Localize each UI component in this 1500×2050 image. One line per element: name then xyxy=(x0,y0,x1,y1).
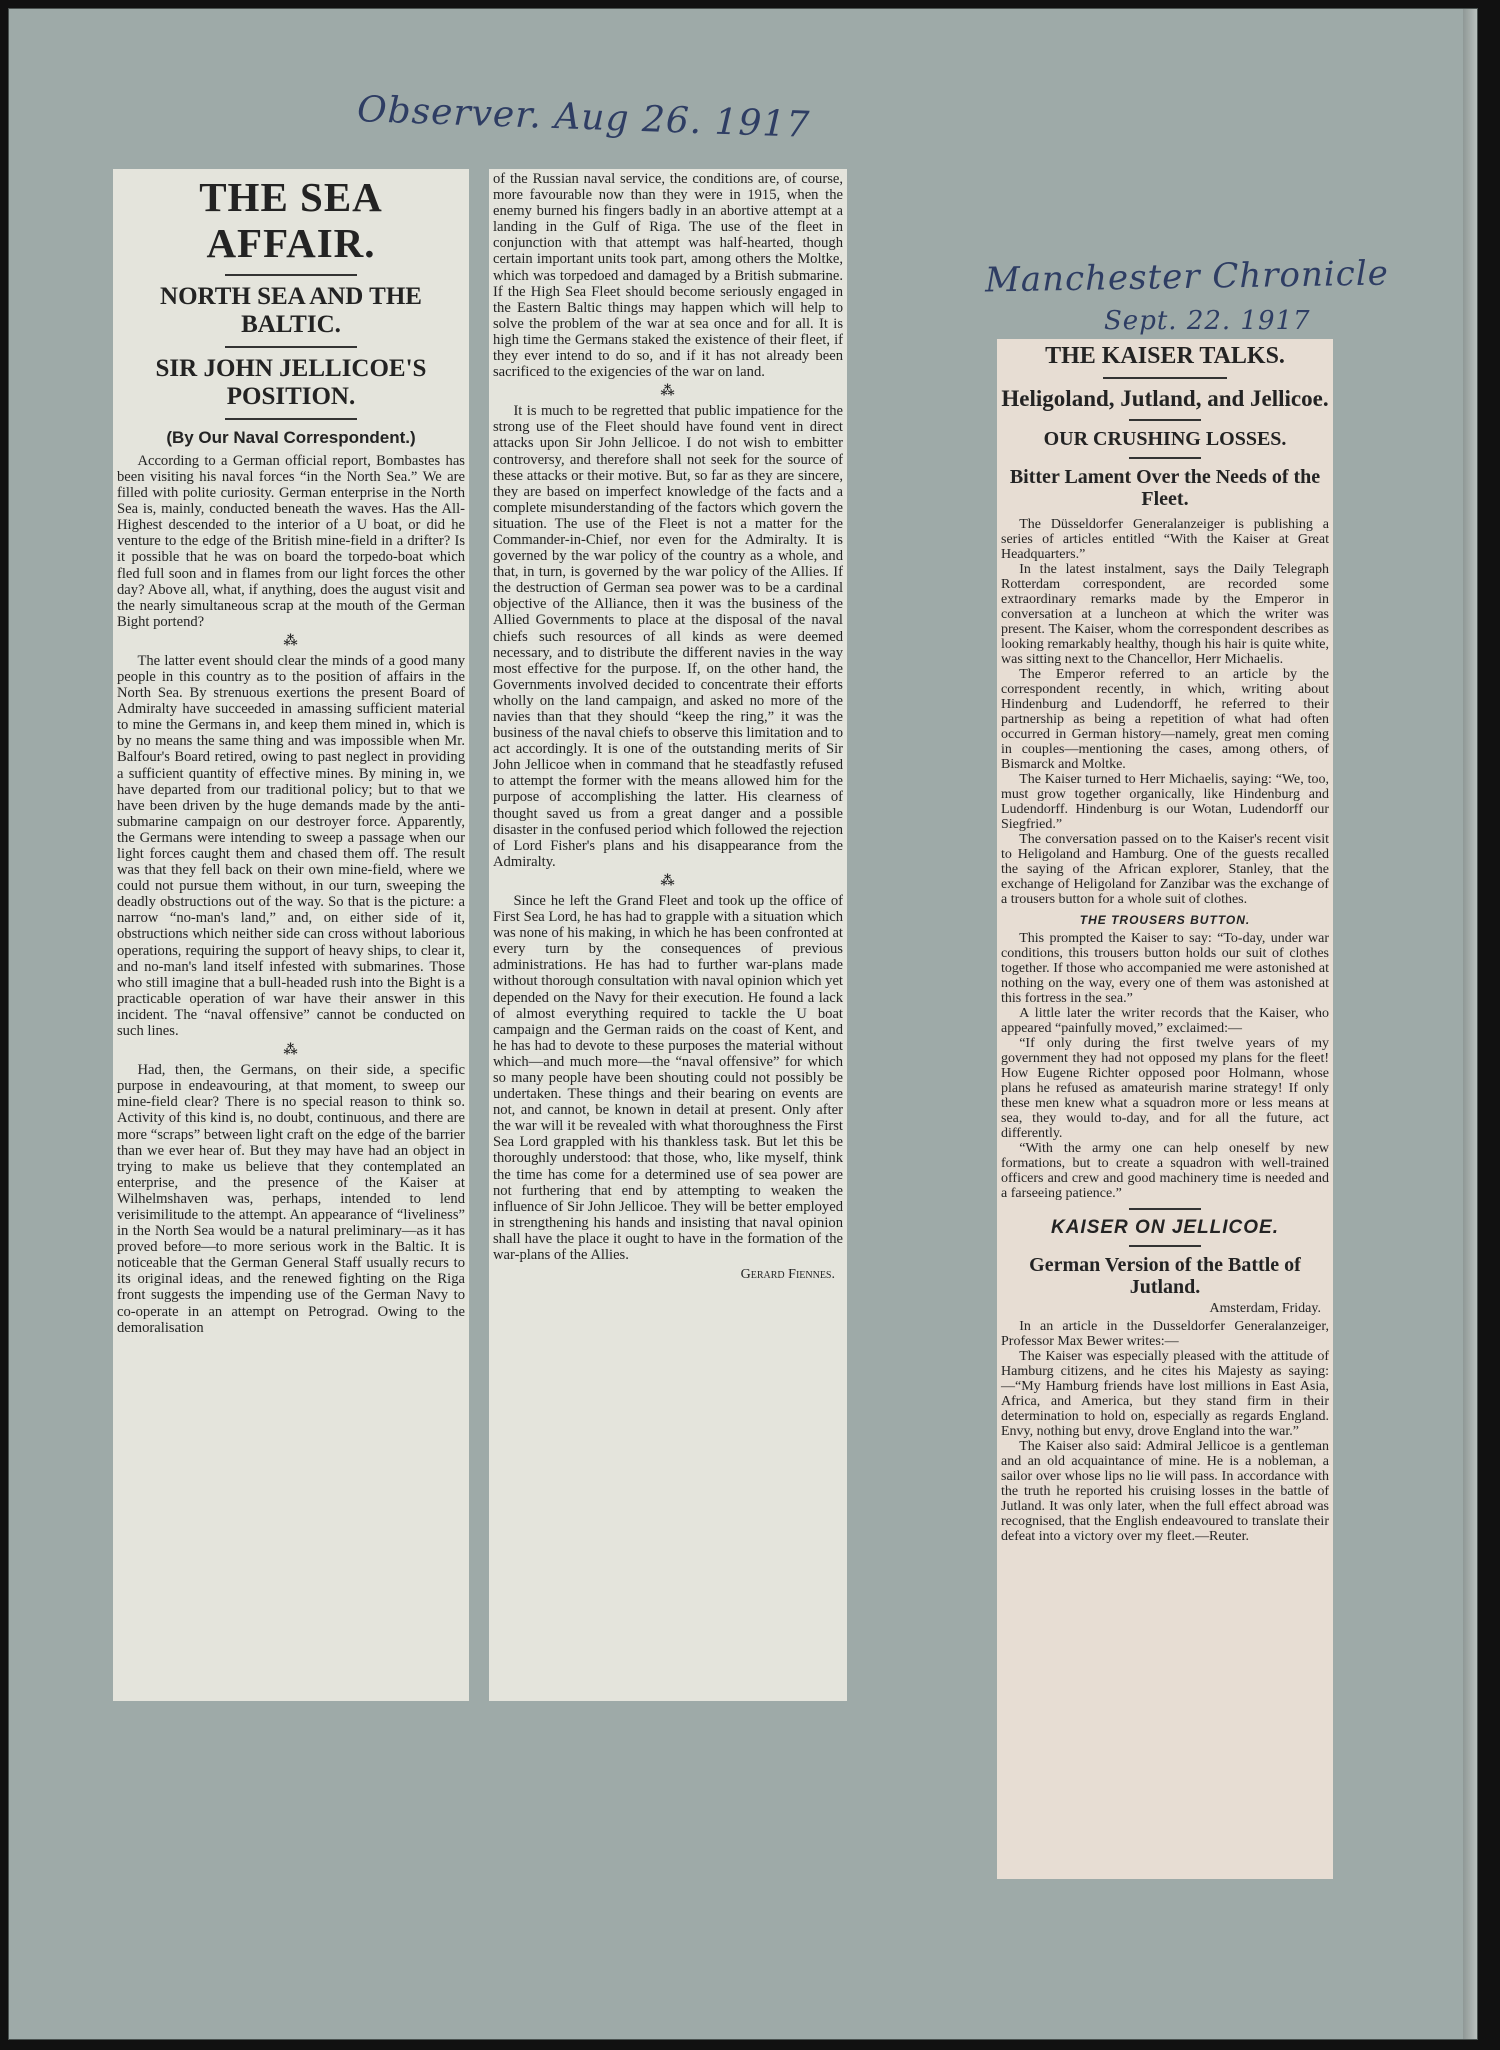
chronicle-subhead-heligoland: Heligoland, Jutland, and Jellicoe. xyxy=(1001,385,1329,411)
chronicle-subhead-losses: OUR CRUSHING LOSSES. xyxy=(1043,427,1287,450)
chronicle-subhead-lament: Bitter Lament Over the Needs of the Fleet. xyxy=(1009,466,1321,511)
divider xyxy=(225,346,357,348)
article-paragraph: The Kaiser turned to Herr Michaelis, saying: “We, too, must grow together organically, like Hindenburg and Ludendorff. Hindenburg is our Wotan, Ludendorff our Siegfried.” xyxy=(1001,771,1329,832)
chronicle-dateline: Amsterdam, Friday. xyxy=(1209,1300,1321,1316)
divider xyxy=(225,274,357,276)
observer-handwritten-note: Observer. Aug 26. 1917 xyxy=(356,89,811,146)
chronicle-subhead-trousers-button: THE TROUSERS BUTTON. xyxy=(1079,912,1251,927)
article-paragraph: “With the army one can help oneself by new formations, but to create a squadron with well-trained officers and crew and good machinery time is needed and a farseeing patience.” xyxy=(1001,1140,1329,1201)
article-paragraph: “If only during the first twelve years of my government they had not opposed my plans for the fleet! How Eugene Richter opposed poor Holmann, whose plans he refused as amateurish marine strategy! If only these men knew what a squadron more or less means at sea, they would to-day, and for all the future, act differently. xyxy=(1001,1035,1329,1141)
observer-clipping-column-1 xyxy=(113,169,469,1701)
chronicle-subhead-jutland: German Version of the Battle of Jutland. xyxy=(1029,1254,1301,1299)
article-paragraph: Since he left the Grand Fleet and took up the office of First Sea Lord, he has had to grapple with a situation which was none of his making, in which he has been confronted at every turn by the consequences of previous administrations. He has had to further war-plans made without thorough consultation with naval opinion which yet depended on the Navy for their execution. He found a lack of almost everything required to tackle the U boat campaign and the German raids on the coast of Kent, and he has had to devote to these purposes the material without which—and much more—the “naval offensive” for which so many people have been shouting could not possibly be undertaken. These things and their bearing on events are not, and cannot, be known in detail at present. Only after the war will it be revealed with what thoroughness the First Sea Lord grappled with his thankless task. But let this be thoroughly understood: that those, who, like myself, think the time has come for a determined use of sea power are not furthering that end by attempting to weaken the influence of Sir John Jellicoe. They will be better employed in strengthening his hands and insisting that naval opinion shall have the place it ought to have in the formation of the war-plans of the Allies. xyxy=(493,892,843,1263)
article-paragraph: The Düsseldorfer Generalanzeiger is publishing a series of articles entitled “With the Kaiser at Great Headquarters.” xyxy=(1001,516,1329,562)
article-paragraph: This prompted the Kaiser to say: “To-day, under war conditions, this trousers button holds our suit of clothes together. If those who accompanied me were astonished at nothing on the way, every one of them was astonished at this fortress in the sea.” xyxy=(1001,930,1329,1006)
article-paragraph: The latter event should clear the minds of a good many people in this country as to the position of affairs in the North Sea. By strenuous exertions the present Board of Admiralty have succeeded in amassing sufficient material to mine the Germans in, and keep them mined in, which is by no means the same thing and was impossible when Mr. Balfour's Board retired, owing to past neglect in providing a sufficient quantity of effective mines. By mining in, we have departed from our traditional policy; but to that we have been driven by the huge demands made by the anti-submarine campaign on our destroyer force. Apparently, the Germans were intending to sweep a passage when our light forces caught them and chased them off. The result was that they fell back on their own mine-field, where we could not pursue them without, in our turn, sweeping the deadly obstructions out of the way. So that is the picture: a narrow “no-man's land,” and, on either side of it, obstructions which neither side can cross without laborious operations, requiring the support of heavy ships, to clear it, and no-man's land itself infested with submarines. Those who still imagine that a bull-headed rush into the Bight is a practicable operation of war have their answer in this incident. The “naval offensive” cannot be conducted on such lines. xyxy=(117,652,465,1040)
divider xyxy=(1129,419,1201,421)
article-paragraph: The Kaiser was especially pleased with the attitude of Hamburg citizens, and he cites his Majesty as saying:—“My Hamburg friends have lost millions in East Asia, Africa, and America, but they stand firm in their determination to hold on, especially as regards England. Envy, nothing but envy, drove England into the war.” xyxy=(1001,1348,1329,1439)
divider xyxy=(1129,1208,1201,1210)
manchester-handwritten-note: Manchester Chronicle xyxy=(984,253,1390,301)
article-paragraph: In the latest instalment, says the Daily Telegraph Rotterdam correspondent, are recorded some extraordinary remarks made by the Emperor in conversation at a luncheon at which the writer was present. The Kaiser, whom the correspondent describes as looking remarkably healthy, though his hair is quite white, was sitting next to the Chancellor, Herr Michaelis. xyxy=(1001,561,1329,667)
divider xyxy=(1103,377,1228,379)
article-paragraph: of the Russian naval service, the conditions are, of course, more favourable now than they were in 1915, when the enemy burned his fingers badly in an abortive attempt at a landing in the Gulf of Riga. The use of the fleet in conjunction with that attempt was half-hearted, though certain important units took part, among others the Moltke, which was torpedoed and damaged by a British submarine. If the High Sea Fleet should become seriously engaged in the Eastern Baltic things may happen which will help to solve the problem of the war at sea once and for all. It is high time the Germans staked the existence of their fleet, if they ever intend to do so, and if it has not already been sacrificed to the exigencies of the war on land. xyxy=(493,171,843,381)
article-paragraph: According to a German official report, Bombastes has been visiting his naval forces “in the North Sea.” We are filled with polite curiosity. German enterprise in the North Sea is, mainly, conducted beneath the waves. Has the All-Highest descended to the interior of a U boat, or did he venture to the edge of the British mine-field in a drifter? Is it possible that he was on board the torpedo-boat which fled full soon and in flames from our light forces the other day? Above all, what, if anything, does the august visit and the nearly simultaneous scrap at the mouth of the German Bight portend? xyxy=(117,452,465,630)
manchester-handwritten-date: Sept. 22. 1917 xyxy=(1104,306,1311,336)
article-paragraph: The Emperor referred to an article by the correspondent recently, in which, writing about Hindenburg and Ludendorff, he referred to their partnership as being a repetition of what had often occurred in German history—namely, great men coming in couples—mentioning the cases, among others, of Bismarck and Moltke. xyxy=(1001,666,1329,772)
section-stars: ⁂ xyxy=(660,384,676,400)
article-paragraph: A little later the writer records that the Kaiser, who appeared “painfully moved,” exclaimed:— xyxy=(1001,1005,1329,1036)
divider xyxy=(225,418,357,420)
observer-byline: (By Our Naval Correspondent.) xyxy=(166,427,416,447)
chronicle-clipping xyxy=(997,339,1333,1879)
article-paragraph: Had, then, the Germans, on their side, a specific purpose in endeavouring, at that moment, to sweep our mine-field clear? There is no special reason to think so. Activity of this kind is, no doubt, continuous, and there are more “scraps” between light craft on the edge of the barrier than we ever hear of. But they may have had an object in trying to make us believe that they contemplated an enterprise, and the presence of the Kaiser at Wilhelmshaven was, perhaps, intended to lend verisimilitude to the attempt. An appearance of “liveliness” in the North Sea would be a natural preliminary—as it has proved before—to more serious work in the Baltic. It is noticeable that the German General Staff usually recurs to its original ideas, and the renewed fighting on the Riga front suggests the impending use of the German Navy to co-operate in an attempt on Petrograd. Owing to the demoralisation xyxy=(117,1062,465,1336)
section-stars: ⁂ xyxy=(283,1043,299,1059)
article-paragraph: The conversation passed on to the Kaiser's recent visit to Heligoland and Hamburg. One of the guests recalled the saying of the African explorer, Stanley, that the exchange of Heligoland for Zanzibar was the exchange of a trousers button for a whole suit of clothes. xyxy=(1001,831,1329,907)
observer-headline: THE SEA AFFAIR. xyxy=(199,174,383,266)
article-signature: Gerard Fiennes. xyxy=(740,1267,835,1283)
article-paragraph: It is much to be regretted that public impatience for the strong use of the Fleet should have found vent in direct attacks upon Sir John Jellicoe. I do not wish to embitter controversy, and therefore shall not seek for the source of these attacks or their motive. But, so far as they are sincere, they are based on imperfect knowledge of the facts and a complete misunderstanding of the factors which govern the situation. The use of the Fleet is not a matter for the Commander-in-Chief, nor even for the Admiralty. It is governed by the war policy of the country as a whole, and that, in turn, is governed by the war policy of the Allies. If the destruction of German sea power was to be a cardinal objective of the Alliance, then it was the business of the Allied Governments to place at the disposal of the naval chiefs such resources of all kinds as were deemed necessary, and to distribute the different navies in the way most effective for the purpose. If, on the other hand, the Governments involved decided to concentrate their efforts wholly on the land campaign, and asked no more of the navies than that they should “keep the ring,” it was the business of the naval chiefs to observe this limitation and to act accordingly. It is one of the outstanding merits of Sir John Jellicoe when in command that he steadfastly refused to attempt the former with the means allowed him for the purpose of accomplishing the latter. His clearness of thought saved us from a great danger and a possible disaster in the confused period which followed the rejection of Lord Fisher's plans and his disappearance from the Admiralty. xyxy=(493,403,843,870)
article-paragraph: The Kaiser also said: Admiral Jellicoe is a gentleman and an old acquaintance of mine. He is a nobleman, a sailor over whose lips no lie will pass. In accordance with the truth he reported his cruising losses in the battle of Jutland. It was only later, when the full effect abroad was recognised, that the English endeavoured to translate their defeat into a victory over my fleet.—Reuter. xyxy=(1001,1438,1329,1544)
section-stars: ⁂ xyxy=(283,633,299,649)
chronicle-headline: THE KAISER TALKS. xyxy=(1045,343,1285,369)
divider xyxy=(1129,457,1201,459)
observer-subhead-jellicoe: SIR JOHN JELLICOE'S POSITION. xyxy=(155,354,427,410)
section-stars: ⁂ xyxy=(660,873,676,889)
chronicle-headline-kaiser-on-jellicoe: KAISER ON JELLICOE. xyxy=(1050,1216,1280,1238)
scrapbook-page xyxy=(8,8,1478,2040)
divider xyxy=(1129,1245,1201,1247)
observer-clipping-column-2 xyxy=(489,169,847,1701)
observer-subhead-north-sea: NORTH SEA AND THE BALTIC. xyxy=(160,282,422,338)
article-paragraph: In an article in the Dusseldorfer Generalanzeiger, Professor Max Bewer writes:— xyxy=(1001,1318,1329,1349)
